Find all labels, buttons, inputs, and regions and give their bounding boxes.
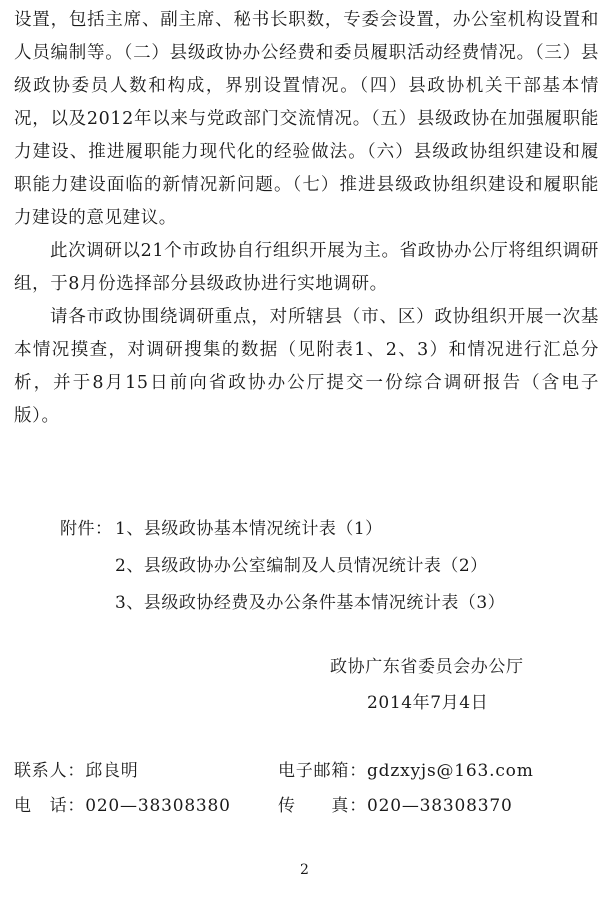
- attachment-item-3: 3、县级政协经费及办公条件基本情况统计表（3）: [115, 593, 506, 613]
- contact-fax-label: 传 真：: [278, 796, 367, 816]
- issue-date: 2014年7月4日: [367, 693, 489, 713]
- contact-phone: 020—38308380: [85, 796, 231, 816]
- contact-fax: 020—38308370: [367, 796, 513, 816]
- contact-fax-row: [278, 789, 513, 823]
- contact-person-name: 邱良明: [85, 761, 139, 781]
- page-number: 2: [300, 862, 309, 878]
- contact-email-row: [278, 754, 534, 788]
- contact-email-label: 电子邮箱：: [278, 761, 367, 781]
- document-body: [14, 4, 599, 433]
- issuing-organization: 政协广东省委员会办公厅: [330, 657, 524, 677]
- body-paragraph-2: 此次调研以21个市政协自行组织开展为主。省政协办公厅将组织调研组，于8月份选择部分县级政协进行实地调研。: [14, 241, 599, 294]
- body-paragraph-1: 设置，包括主席、副主席、秘书长职数，专委会设置，办公室机构设置和人员编制等。（二）县级政协办公经费和委员履职活动经费情况。（三）县级政协委员人数和构成，界别设置情况。（四）县政协机关干部基本情况，以及2012年以来与党政部门交流情况。（五）县级政协在加强履职能力建设、推进履职能力现代化的经验做法。（六）县级政协组织建设和履职能力建设面临的新情况新问题。（七）推进县级政协组织建设和履职能力建设的意见建议。: [14, 10, 599, 228]
- contact-person-row: [14, 754, 139, 788]
- attachment-label: 附件：: [60, 519, 113, 539]
- body-paragraph-3: 请各市政协围绕调研重点，对所辖县（市、区）政协组织开展一次基本情况摸查，对调研搜集的数据（见附表1、2、3）和情况进行汇总分析，并于8月15日前向省政协办公厅提交一份综合调研报告（含电子版）。: [14, 307, 599, 426]
- contact-person-label: 联系人：: [14, 761, 86, 781]
- attachment-item-2: 2、县级政协办公室编制及人员情况统计表（2）: [115, 556, 488, 576]
- contact-phone-row: [14, 789, 231, 823]
- contact-email: gdzxyjs@163.com: [367, 761, 534, 781]
- attachment-item-1: 1、县级政协基本情况统计表（1）: [115, 519, 383, 539]
- contact-phone-label: 电 话：: [14, 796, 86, 816]
